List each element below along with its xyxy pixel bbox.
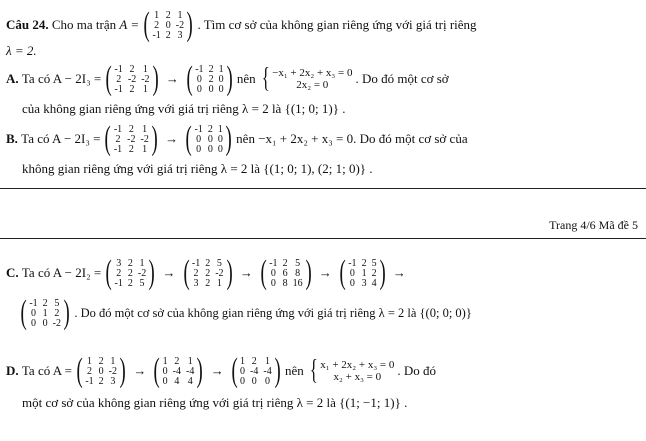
matrix-cell: 2 [193,268,199,279]
matrix-cell: 0 [162,366,168,377]
brace-icon: { [261,63,270,94]
matrix-cell: 5 [216,258,222,269]
matrix-cell: 2 [42,298,48,309]
left-paren: ( [105,254,112,291]
matrix-cell: 2 [127,268,133,279]
question-text-before: Cho ma trận [51,16,117,32]
matrix-cell: 4 [187,376,193,387]
matrix-cell: 0 [196,84,202,95]
matrix-cell: 1 [218,64,224,75]
matrix-grid [114,122,149,156]
option-d-label: D. [6,362,19,378]
equation-rows [320,359,394,383]
matrix-cell: -2 [215,268,224,279]
matrix-cell: 3 [193,278,199,289]
left-paren: ( [260,254,267,291]
matrix-cell: -2 [108,366,118,377]
matrix-cell: 4 [371,278,377,289]
matrix-cell: 2 [116,268,122,279]
matrix-cell: 2 [207,124,213,135]
matrix-cell: 2 [174,356,180,367]
option-a-prefix: Ta có A − 2I₃ = [21,70,102,86]
page-divider [0,238,646,239]
matrix-cell: 3 [177,30,183,41]
right-paren: ) [186,6,193,43]
matrix-cell: -1 [114,84,123,95]
matrix-cell: 0 [196,144,202,155]
matrix-cell: -4 [263,366,272,377]
matrix-cell: 1 [142,144,148,155]
question-text-after: . Tìm cơ sở của không gian riêng ứng với giá trị riêng [197,16,477,32]
matrix-cell: 0 [217,134,223,145]
right-paren: ) [226,60,233,97]
matrix-cell: 0 [31,308,36,319]
matrix-cell: 0 [270,268,276,279]
matrix-cell: -1 [114,64,123,75]
option-b-tail: nên −x₁ + 2x₂ + x₃ = 0. Do đó một cơ sở của [236,130,468,146]
matrix-cell: 0 [207,134,213,145]
matrix-cell: 8 [295,268,301,279]
matrix-cell: -1 [348,258,357,269]
option-a-conclusion: của không gian riêng ứng với giá trị riêng λ = 2 là {(1; 0; 1)} . [22,101,346,116]
matrix-cell: -2 [137,268,147,279]
matrix-cell: 2 [128,124,134,135]
matrix-cell: 2 [208,74,214,85]
matrix-grid [240,354,272,388]
matrix-cell: 2 [98,356,104,367]
right-paren: ) [63,294,70,331]
matrix-cell: 0 [218,74,224,85]
option-c-line2 [16,296,640,330]
matrix-cell: 2 [98,376,104,387]
matrix-cell: 0 [208,84,214,95]
equation-rows [272,67,352,91]
matrix-cell: -2 [127,134,136,145]
matrix-cell: 5 [295,258,301,269]
left-paren: ( [143,6,150,43]
matrix-cell: 2 [251,356,257,367]
arrow-icon: → [162,264,176,280]
matrix-cell: 3 [116,258,122,269]
option-a-line1[interactable] [6,62,640,96]
matrix-cell: -1 [194,124,203,135]
matrix-cell: 0 [207,144,213,155]
option-c-matrix-5 [18,296,72,330]
matrix-cell: 2 [165,30,171,41]
option-c-matrix-2 [181,256,235,290]
matrix-grid [192,256,224,290]
matrix-grid [152,8,184,42]
matrix-cell: 0 [196,74,202,85]
matrix-cell: 0 [349,268,355,279]
matrix-cell: 2 [127,258,133,269]
matrix-cell: 2 [115,134,121,145]
matrix-cell: 1 [216,278,222,289]
matrix-cell: 3 [361,278,367,289]
arrow-icon: → [165,70,179,86]
matrix-cell: 2 [205,258,211,269]
matrix-grid [195,62,223,96]
option-a-system [259,65,353,93]
matrix-grid [163,354,195,388]
option-d-conclusion: một cơ sở của không gian riêng ứng với giá trị riêng λ = 2 là {(1; −1; 1)} . [22,395,408,410]
matrix-cell: 2 [87,366,92,377]
option-d-nen: nên [285,362,304,378]
arrow-icon: → [239,264,253,280]
right-paren: ) [196,352,204,389]
matrix-grid [348,256,376,290]
matrix-cell: -2 [127,74,137,85]
option-c-matrix-1 [103,256,157,290]
option-a-line2 [22,102,640,117]
right-paren: ) [119,352,126,389]
question-matrix-var: A = [119,16,140,32]
matrix-cell: 2 [116,74,122,85]
matrix-cell: 0 [31,318,36,329]
matrix-grid [195,122,223,156]
page-divider [0,188,646,189]
question-lambda-line [6,44,640,59]
matrix-cell: 0 [240,376,246,387]
option-b-matrix-1 [102,122,160,156]
option-b-prefix: Ta có A − 2I₃ = [21,130,101,146]
matrix-cell: 0 [270,278,276,289]
question-label: Câu 24. [6,16,49,32]
matrix-cell: 3 [110,376,116,387]
matrix-cell: 0 [251,376,257,387]
page-footer: Trang 4/6 Mã đề 5 [549,218,638,232]
left-paren: ( [186,60,193,97]
question-line [6,8,640,42]
left-paren: ( [105,60,112,97]
option-b-line2 [22,162,640,177]
option-c-line1[interactable] [6,256,640,290]
option-b-conclusion: không gian riêng ứng với giá trị riêng λ = 2 là {(1; 0; 1), (2; 1; 0)} . [22,161,373,176]
option-a-matrix-1 [103,62,161,96]
question-matrix [141,8,195,42]
option-d-line2 [22,396,640,411]
right-paren: ) [151,120,158,157]
arrow-icon: → [133,362,147,378]
matrix-cell: 4 [174,376,180,387]
matrix-cell: 2 [154,20,160,31]
matrix-cell: 5 [54,298,60,309]
matrix-cell: 0 [98,366,104,377]
matrix-cell: 8 [282,278,288,289]
matrix-grid [115,256,147,290]
arrow-icon: → [392,264,406,280]
matrix-cell: 1 [139,258,145,269]
arrow-icon: → [318,264,332,280]
option-a-matrix-2 [184,62,235,96]
matrix-cell: -1 [114,278,123,289]
right-paren: ) [226,254,233,291]
arrow-icon: → [210,362,224,378]
matrix-cell: 1 [142,64,148,75]
option-c-tail: . Do đó một cơ sở của không gian riêng ứng với giá trị riêng λ = 2 là {(0; 0; 0)} [74,305,472,320]
matrix-cell: 16 [292,278,303,289]
matrix-cell: 0 [240,366,246,377]
option-c-matrix-4 [337,256,388,290]
matrix-cell: 0 [217,144,223,155]
matrix-cell: -1 [191,258,201,269]
option-d-matrix-3 [229,354,283,388]
matrix-cell: -2 [52,318,62,329]
left-paren: ( [185,120,192,157]
matrix-cell: 2 [54,308,60,319]
matrix-cell: -1 [113,124,123,135]
option-d-prefix: Ta có A = [21,362,72,378]
matrix-cell: 1 [142,124,148,135]
option-c-matrix-3 [258,256,314,290]
left-paren: ( [20,294,27,331]
matrix-cell: 2 [129,64,135,75]
matrix-cell: 0 [196,134,202,145]
matrix-cell: 2 [127,278,133,289]
matrix-cell: -1 [195,64,204,75]
matrix-cell: 1 [87,356,92,367]
option-d-line1[interactable] [6,354,640,388]
option-c-label: C. [6,264,19,280]
option-d-tail: . Do đó [397,362,437,378]
matrix-cell: -4 [186,366,195,377]
left-paren: ( [183,254,190,291]
matrix-cell: -2 [175,20,185,31]
matrix-cell: 2 [282,258,288,269]
left-paren: ( [76,352,83,389]
left-paren: ( [153,352,161,389]
left-paren: ( [105,120,112,157]
matrix-grid [115,62,150,96]
matrix-cell: 2 [371,268,377,279]
matrix-cell: 0 [42,318,48,329]
option-a-tail: . Do đó một cơ sở [355,70,449,86]
matrix-cell: 1 [217,124,223,135]
matrix-cell: 1 [361,268,367,279]
matrix-cell: 0 [218,84,224,95]
matrix-cell: 2 [361,258,367,269]
arrow-icon: → [165,130,179,146]
matrix-cell: 1 [154,10,160,21]
right-paren: ) [152,60,159,97]
lambda-value: λ = 2. [6,43,37,58]
matrix-cell: 0 [162,376,168,387]
option-a-label: A. [6,70,19,86]
option-d-matrix-1 [74,354,128,388]
option-a-nen: nên [236,70,256,86]
matrix-cell: 2 [129,84,135,95]
matrix-grid [269,256,302,290]
matrix-cell: 0 [265,376,271,387]
matrix-cell: -4 [250,366,259,377]
matrix-cell: 5 [139,278,145,289]
option-b-matrix-2 [183,122,234,156]
matrix-cell: 2 [205,268,211,279]
matrix-cell: -1 [85,376,94,387]
option-d-system [307,357,395,385]
matrix-grid [29,296,61,330]
equation: −x₁ + 2x₂ + x₃ = 0 [272,67,353,79]
option-b-label: B. [6,130,18,146]
matrix-cell: -2 [141,74,150,85]
right-paren: ) [225,120,232,157]
right-paren: ) [305,254,312,291]
matrix-cell: -1 [113,144,123,155]
right-paren: ) [379,254,386,291]
matrix-cell: 1 [177,10,183,21]
matrix-cell: 1 [142,84,148,95]
option-c-prefix: Ta có A − 2I₂ = [21,264,102,280]
matrix-cell: 2 [128,144,134,155]
brace-icon: { [309,355,318,386]
matrix-cell: -1 [269,258,278,269]
option-b-line1[interactable] [6,122,640,156]
matrix-cell: 1 [162,356,168,367]
matrix-cell: 1 [265,356,271,367]
equation: 2x₂ = 0 [296,79,329,91]
matrix-grid [85,354,117,388]
matrix-cell: 1 [187,356,193,367]
equation: x₁ + 2x₂ + x₃ = 0 [320,359,395,371]
left-paren: ( [339,254,346,291]
matrix-cell: 1 [240,356,246,367]
matrix-cell: 2 [208,64,214,75]
option-d-matrix-2 [151,354,205,388]
matrix-cell: -1 [29,298,38,309]
left-paren: ( [231,352,238,389]
matrix-cell: 2 [165,10,171,21]
matrix-cell: 6 [282,268,288,279]
matrix-cell: -1 [152,30,161,41]
matrix-cell: 0 [349,278,355,289]
matrix-cell: -2 [140,134,149,145]
matrix-cell: 1 [110,356,116,367]
matrix-cell: 2 [205,278,211,289]
matrix-cell: 0 [165,20,171,31]
matrix-cell: 5 [371,258,377,269]
equation: x₂ + x₃ = 0 [333,371,382,383]
right-paren: ) [274,352,281,389]
matrix-cell: -4 [172,366,182,377]
right-paren: ) [148,254,155,291]
matrix-cell: 1 [42,308,48,319]
